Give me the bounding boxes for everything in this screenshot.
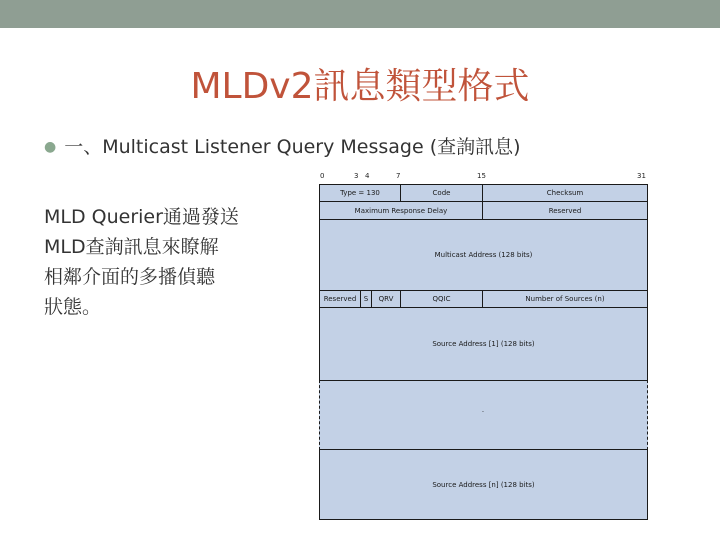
field-s-flag: S: [360, 290, 372, 308]
field-reserved: Reserved: [482, 201, 648, 220]
description-line: MLD Querier通過發送: [44, 206, 239, 228]
field-source-address-1: Source Address [1] (128 bits): [319, 307, 648, 381]
slide-title: MLDv2訊息類型格式: [190, 66, 530, 107]
description-line: 相鄰介面的多播偵聽: [44, 266, 216, 288]
field-qqic: QQIC: [400, 290, 483, 308]
field-reserved-2: Reserved: [319, 290, 361, 308]
bit-label-31: 31: [637, 172, 646, 180]
description-line: MLD查詢訊息來瞭解: [44, 236, 219, 258]
bit-label-4: 4: [365, 172, 370, 180]
bullet-text: 一、Multicast Listener Query Message (查詢訊息): [64, 136, 521, 158]
field-source-address-n: Source Address [n] (128 bits): [319, 449, 648, 520]
field-qrv: QRV: [371, 290, 401, 308]
field-max-response-delay: Maximum Response Delay: [319, 201, 483, 220]
bullet-dot-icon: ●: [44, 139, 57, 155]
bit-label-7: 7: [396, 172, 401, 180]
bullet-item: [44, 132, 521, 159]
field-multicast-address: Multicast Address (128 bits): [319, 219, 648, 291]
bit-label-15: 15: [477, 172, 486, 180]
field-ellipsis: [319, 380, 648, 450]
field-code: Code: [400, 184, 483, 202]
bit-label-0: 0: [320, 172, 325, 180]
description-text: [44, 202, 294, 322]
field-type: Type = 130: [319, 184, 401, 202]
top-bar: [0, 0, 720, 28]
bit-label-3: 3: [354, 172, 359, 180]
description-line: 狀態。: [44, 296, 102, 318]
field-number-of-sources: Number of Sources (n): [482, 290, 648, 308]
field-checksum: Checksum: [482, 184, 648, 202]
ellipsis-mark: .: [481, 406, 485, 414]
